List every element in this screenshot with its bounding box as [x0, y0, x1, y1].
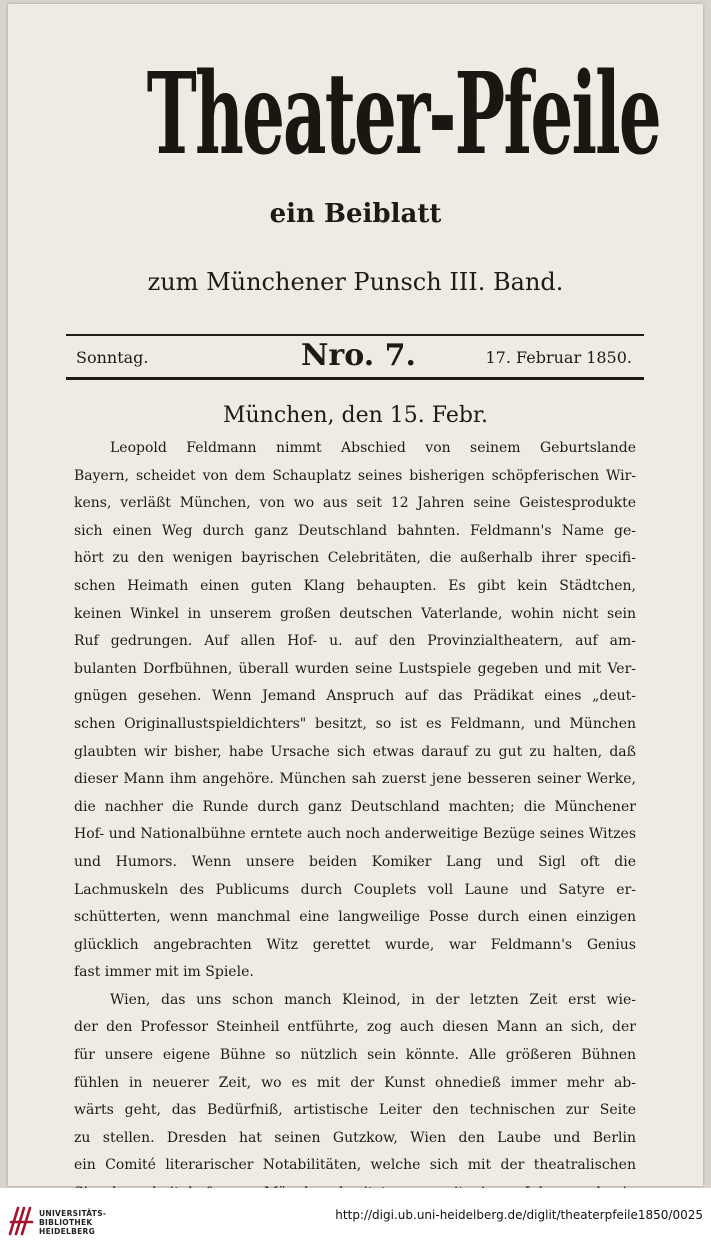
text-line: Lachmuskeln des Publicums durch Couplets voll Laune und Satyre er- — [74, 881, 636, 898]
issue-date: 17. Februar 1850. — [485, 348, 632, 367]
text-line: schütterten, wenn manchmal eine langweilige Posse durch einen einzigen — [74, 909, 636, 926]
text-line: die nachher die Runde durch ganz Deutschland machten; die Münchener — [74, 798, 636, 815]
text-line: fast immer mit im Spiele. — [74, 964, 254, 981]
text-line: glücklich angebrachten Witz gerettet wurde, war Feldmann's Genius — [74, 936, 636, 953]
text-line: fühlen in neuerer Zeit, wo es mit der Kunst ohnedieß immer mehr ab- — [74, 1074, 636, 1091]
masthead-volume-line: zum Münchener Punsch III. Band. — [147, 268, 564, 296]
text-line: Bayern, scheidet von dem Schauplatz seines bisherigen schöpferischen Wir- — [74, 467, 636, 484]
logo-line: UNIVERSITÄTS- — [39, 1209, 107, 1218]
text-line: gnügen gesehen. Wenn Jemand Anspruch auf das Prädikat eines „deut- — [74, 688, 636, 705]
newspaper-page — [8, 4, 703, 1186]
library-logo-text — [39, 1209, 106, 1236]
article-dateline: München, den 15. Febr. — [222, 403, 489, 428]
text-line: Ruf gedrungen. Auf allen Hof- u. auf den Provinzialtheatern, auf am- — [74, 633, 636, 650]
text-line: Wien, das uns schon manch Kleinod, in der letzten Zeit erst wie- — [110, 991, 636, 1008]
article-body — [74, 435, 636, 1208]
header-rule-bottom — [66, 377, 644, 380]
masthead-subtitle: ein Beiblatt — [269, 199, 442, 229]
text-line: für unsere eigene Bühne so nützlich sein könnte. Alle größeren Bühnen — [74, 1047, 636, 1064]
text-line: Hof- und Nationalbühne erntete auch noch anderweitige Bezüge seines Witzes — [74, 826, 636, 843]
text-line: schen Heimath einen guten Klang behaupten. Es gibt kein Städtchen, — [74, 577, 636, 594]
text-line: dieser Mann ihm angehöre. München sah zuerst jene besseren seiner Werke, — [74, 771, 636, 788]
logo-line: HEIDELBERG — [39, 1227, 96, 1236]
text-line: kens, verläßt München, von wo aus seit 12 Jahren seine Geistesprodukte — [74, 495, 636, 512]
masthead-title: Theater-Pfeile — [146, 49, 660, 180]
header-rule-top — [66, 334, 644, 336]
text-line: der den Professor Steinheil entführte, zog auch diesen Mann an sich, der — [74, 1019, 636, 1036]
text-line: glaubten wir bisher, habe Ursache sich etwas darauf zu gut zu halten, daß — [74, 743, 636, 760]
text-line: keinen Winkel in unserem großen deutschen Vaterlande, wohin nicht sein — [74, 605, 636, 622]
source-url-link[interactable]: http://digi.ub.uni-heidelberg.de/diglit/theaterpfeile1850/0025 — [335, 1208, 703, 1222]
text-line: und Humors. Wenn unsere beiden Komiker Lang und Sigl oft die — [74, 853, 636, 870]
logo-line: BIBLIOTHEK — [39, 1218, 93, 1227]
text-line: zu stellen. Dresden hat seinen Gutzkow, Wien den Laube und Berlin — [74, 1129, 636, 1146]
issue-info-row — [66, 338, 644, 376]
text-line: wärts geht, das Bedürfniß, artistische Leiter den technischen zur Seite — [74, 1102, 636, 1119]
text-line: schen Originallustspieldichters" besitzt, so ist es Feldmann, und München — [74, 715, 636, 732]
text-line: Leopold Feldmann nimmt Abschied von seinem Geburtslande — [110, 440, 636, 456]
text-line: bulanten Dorfbühnen, überall wurden seine Lustspiele gegeben und mit Ver- — [74, 660, 636, 677]
text-line: ein Comité literarischer Notabilitäten, welche sich mit der theatralischen — [74, 1157, 636, 1174]
issue-number: Nro. 7. — [301, 338, 416, 373]
text-line: sich einen Weg durch ganz Deutschland bahnten. Feldmann's Name ge- — [74, 522, 636, 539]
library-footer — [0, 1188, 711, 1251]
library-logo-icon[interactable] — [7, 1204, 35, 1238]
issue-day: Sonntag. — [76, 348, 149, 367]
text-line: hört zu den wenigen bayrischen Celebritäten, die außerhalb ihrer specifi- — [74, 550, 636, 567]
